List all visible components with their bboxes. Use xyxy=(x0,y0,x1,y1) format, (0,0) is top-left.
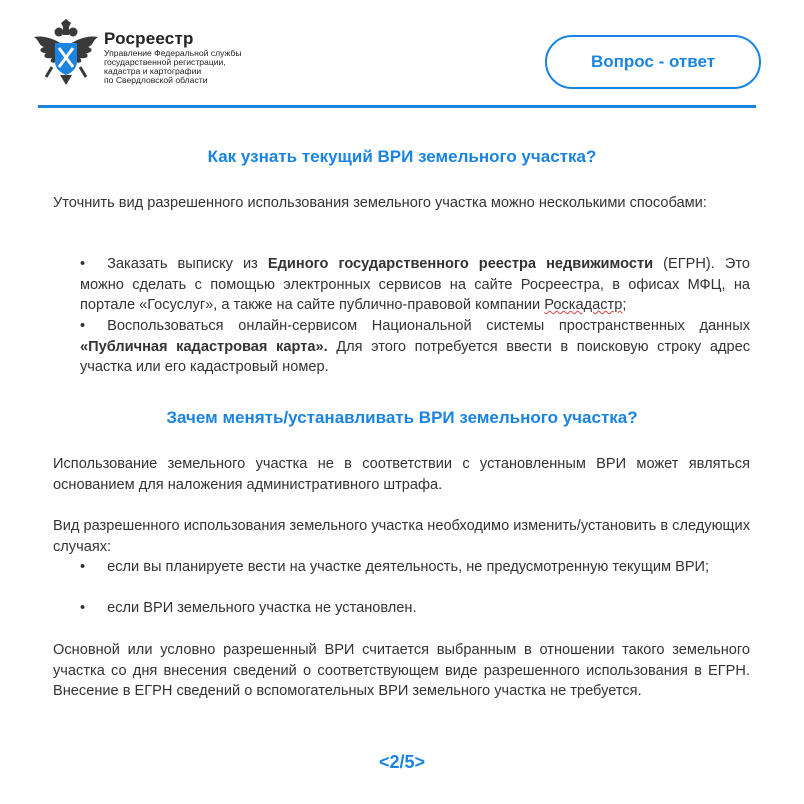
roskadastr-link[interactable]: Роскадастр xyxy=(544,297,623,313)
bullet-item xyxy=(80,557,750,578)
paragraph: Основной или условно разрешенный ВРИ считается выбранным в отношении такого земельного участка со дня внесения сведений о соответствующем виде разрешенного использования в ЕГРН. Внесение в ЕГРН сведений о вспомогательных ВРИ земельного участка не требуется. xyxy=(53,642,750,699)
paragraph: Вид разрешенного использования земельного участка необходимо изменить/установить в следующих случаях: xyxy=(53,518,750,555)
org-line: по Свердловской области xyxy=(104,75,208,85)
org-line: кадастра и картографии xyxy=(104,66,202,76)
bullet-text: (ЕГРН). Это можно сделать с помощью электронных сервисов на сайте Росреестра, в офисах МФЦ, на портале «Госуслуг», а также на сайте публично-правовой компании xyxy=(80,256,751,313)
bullet-marker: • xyxy=(80,256,86,272)
header-divider xyxy=(38,105,756,108)
paragraph: Использование земельного участка не в соответствии с установленным ВРИ может являться основанием для наложения административного штрафа. xyxy=(53,456,750,493)
bullet-item xyxy=(80,598,750,619)
bullet-marker: • xyxy=(80,600,86,616)
bullet-bold-text: Единого государственного реестра недвижимости xyxy=(267,256,654,272)
page-indicator: <2/5> xyxy=(378,752,426,772)
page-header xyxy=(0,0,804,112)
bullet-marker: • xyxy=(80,318,86,334)
bullet-bold-text: «Публичная кадастровая карта». xyxy=(80,338,328,355)
bullet-text: Заказать выписку из xyxy=(107,256,268,272)
bullet-item xyxy=(80,316,750,378)
intro-paragraph: Уточнить вид разрешенного использования земельного участка можно несколькими способами: xyxy=(53,195,707,211)
section-heading: Зачем менять/устанавливать ВРИ земельного участка? xyxy=(166,408,638,427)
bullet-text: если ВРИ земельного участка не установлен. xyxy=(107,600,417,616)
org-line: государственной регистрации, xyxy=(104,57,226,67)
bullet-marker: • xyxy=(80,559,86,575)
qa-button[interactable]: Вопрос - ответ xyxy=(545,35,761,89)
org-subtitle xyxy=(104,49,242,85)
bullet-text: Воспользоваться онлайн-сервисом Национальной системы пространственных данных xyxy=(107,318,750,334)
bullet-item: • Заказать выписку из Единого государственного реестра недвижимости (ЕГРН). Это можно сделать с помощью электронных сервисов на сайте Росреестра, в офисах МФЦ, на портале «Госуслуг», а также на сайте публично-правовой компании Роскадастр; xyxy=(80,256,751,313)
section-heading: Как узнать текущий ВРИ земельного участка? xyxy=(207,147,597,166)
org-line: Управление Федеральной службы xyxy=(104,48,242,58)
rosreestr-emblem-icon xyxy=(30,17,102,89)
bullet-text: Для этого потребуется ввести в поисковую строку адрес участка или его кадастровый номер. xyxy=(80,338,750,375)
org-name: Росреестр xyxy=(104,29,194,48)
bullet-text: если вы планируете вести на участке деятельность, не предусмотренную текущим ВРИ; xyxy=(107,559,710,575)
